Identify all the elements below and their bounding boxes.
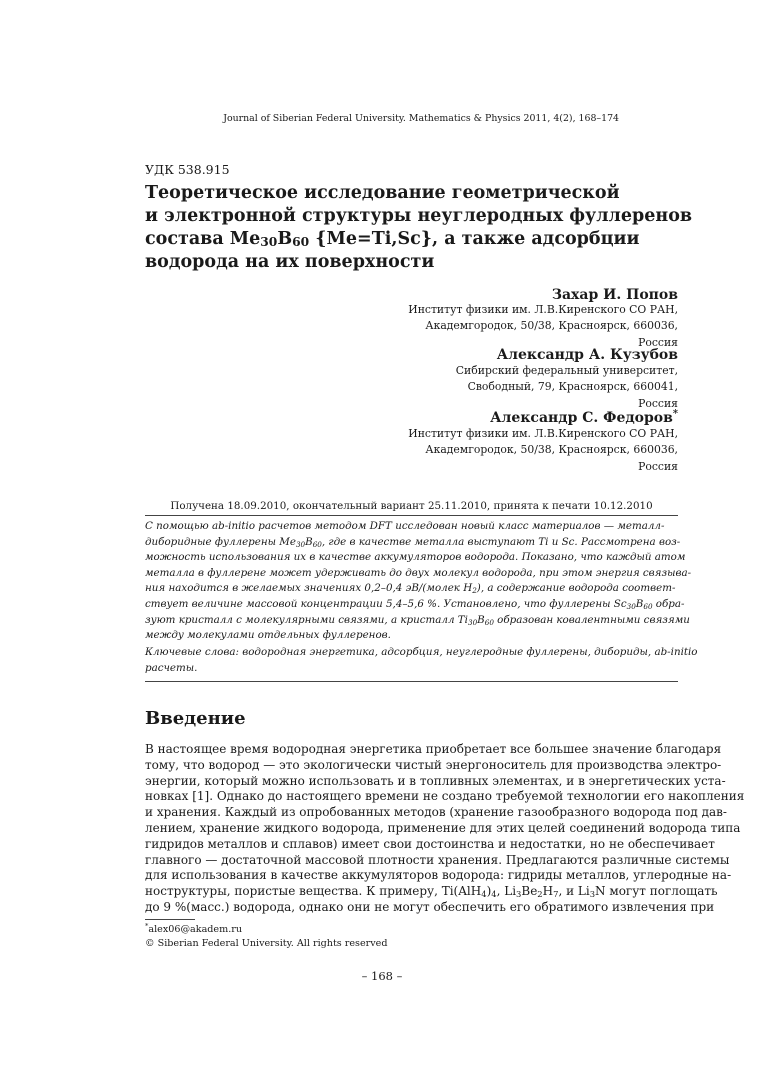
footnote-copyright: © Siberian Federal University. All rights reserved — [145, 938, 388, 949]
author-1-affiliation: Институт физики им. Л.В.Киренского СО РАН, Академгородок, 50/38, Красноярск, 660036, Россия — [408, 303, 678, 349]
author-2-affiliation: Сибирский федеральный университет, Свободный, 79, Красноярск, 660041, Россия — [455, 364, 678, 410]
abstract: С помощью ab-initio расчетов методом DFT исследован новый класс материалов — металл- диборидные фуллерены $Me_{30}B_{60}$, где в качестве металла выступают Ti и Sc. Рассмотрена воз- можность использования их в качестве аккумуляторов водорода. Показано, что каждый атом металла в фуллерене может удерживать до двух молекул водорода, при этом энергия связыва- ния находится в желаемых значениях 0,2–0,4 эВ/(молек $H_2$), а содержание водорода соответ- ствует величине массовой концентрации 5,4–5,6 %. Установлено, что фуллерены $Sc_{30}B_{60}$ обра- зуют кристалл с молекулярными связями, а кристалл $Ti_{30}B_{60}$ образован ковалентными связями между молекулами отдельных фуллеренов. — [145, 520, 692, 642]
author-3-affiliation: Институт физики им. Л.В.Киренского СО РАН, Академгородок, 50/38, Красноярск, 660036, Россия — [408, 427, 678, 473]
udk-code: УДК 538.915 — [145, 162, 230, 177]
page-number: – 168 – — [361, 969, 403, 983]
body-paragraph: В настоящее время водородная энергетика приобретает все большее значение благодаря тому, что водород — это экологически чистый энергоноситель для производства электро- энергии, который можно использовать и в топливных элементах, и в энергетических уста- новках [1]. Однако до настоящего времени не создано требуемой технологии его накопления и хранения. Каждый из опробованных методов (хранение газообразного водорода под дав- лением, хранение жидкого водорода, применение для этих целей соединений водорода типа гидридов металлов и сплавов) имеет свои достоинства и недостатки, но не обеспечивает главного — достаточной массовой плотности хранения. Предлагаются различные системы для использования в качестве аккумуляторов водорода: гидриды металлов, углеродные на- ноструктуры, пористые вещества. К примеру, $Ti(AlH_4)_4$, $Li_3Be_2H_7$, и $Li_3N$ могут поглощать до 9 %(масс.) водорода, однако они не могут обеспечить его обратимого извлечения при — [145, 742, 745, 914]
abstract-bottom-rule — [145, 681, 678, 682]
footnote-rule — [145, 919, 195, 920]
keywords: Ключевые слова: водородная энергетика, адсорбция, неуглеродные фуллерены, дибориды, ab-initio расчеты. — [145, 646, 698, 674]
section-title: Введение — [145, 708, 246, 729]
footnote-email: *alex06@akadem.ru — [145, 921, 243, 935]
author-3-name: Александр С. Федоров* — [490, 408, 678, 426]
author-1-name: Захар И. Попов — [551, 287, 678, 303]
footnote-marker: * — [672, 408, 678, 420]
title-line-2: и электронной структуры неуглеродных фуллеренов — [145, 206, 693, 226]
journal-header: Journal of Siberian Federal University. Mathematics & Physics 2011, 4(2), 168–174 — [223, 113, 619, 124]
received-dates: Получена 18.09.2010, окончательный вариант 25.11.2010, принята к печати 10.12.2010 — [170, 500, 653, 512]
title-line-3: состава $Me_{30}B_{60}$ {Me=Ti,Sc}, а также адсорбции — [145, 229, 640, 249]
title-line-1: Теоретическое исследование геометрической — [145, 183, 620, 203]
paper-title — [145, 182, 693, 274]
author-2-name: Александр А. Кузубов — [496, 347, 678, 363]
abstract-top-rule — [145, 515, 678, 516]
title-line-4: водорода на их поверхности — [145, 252, 435, 272]
